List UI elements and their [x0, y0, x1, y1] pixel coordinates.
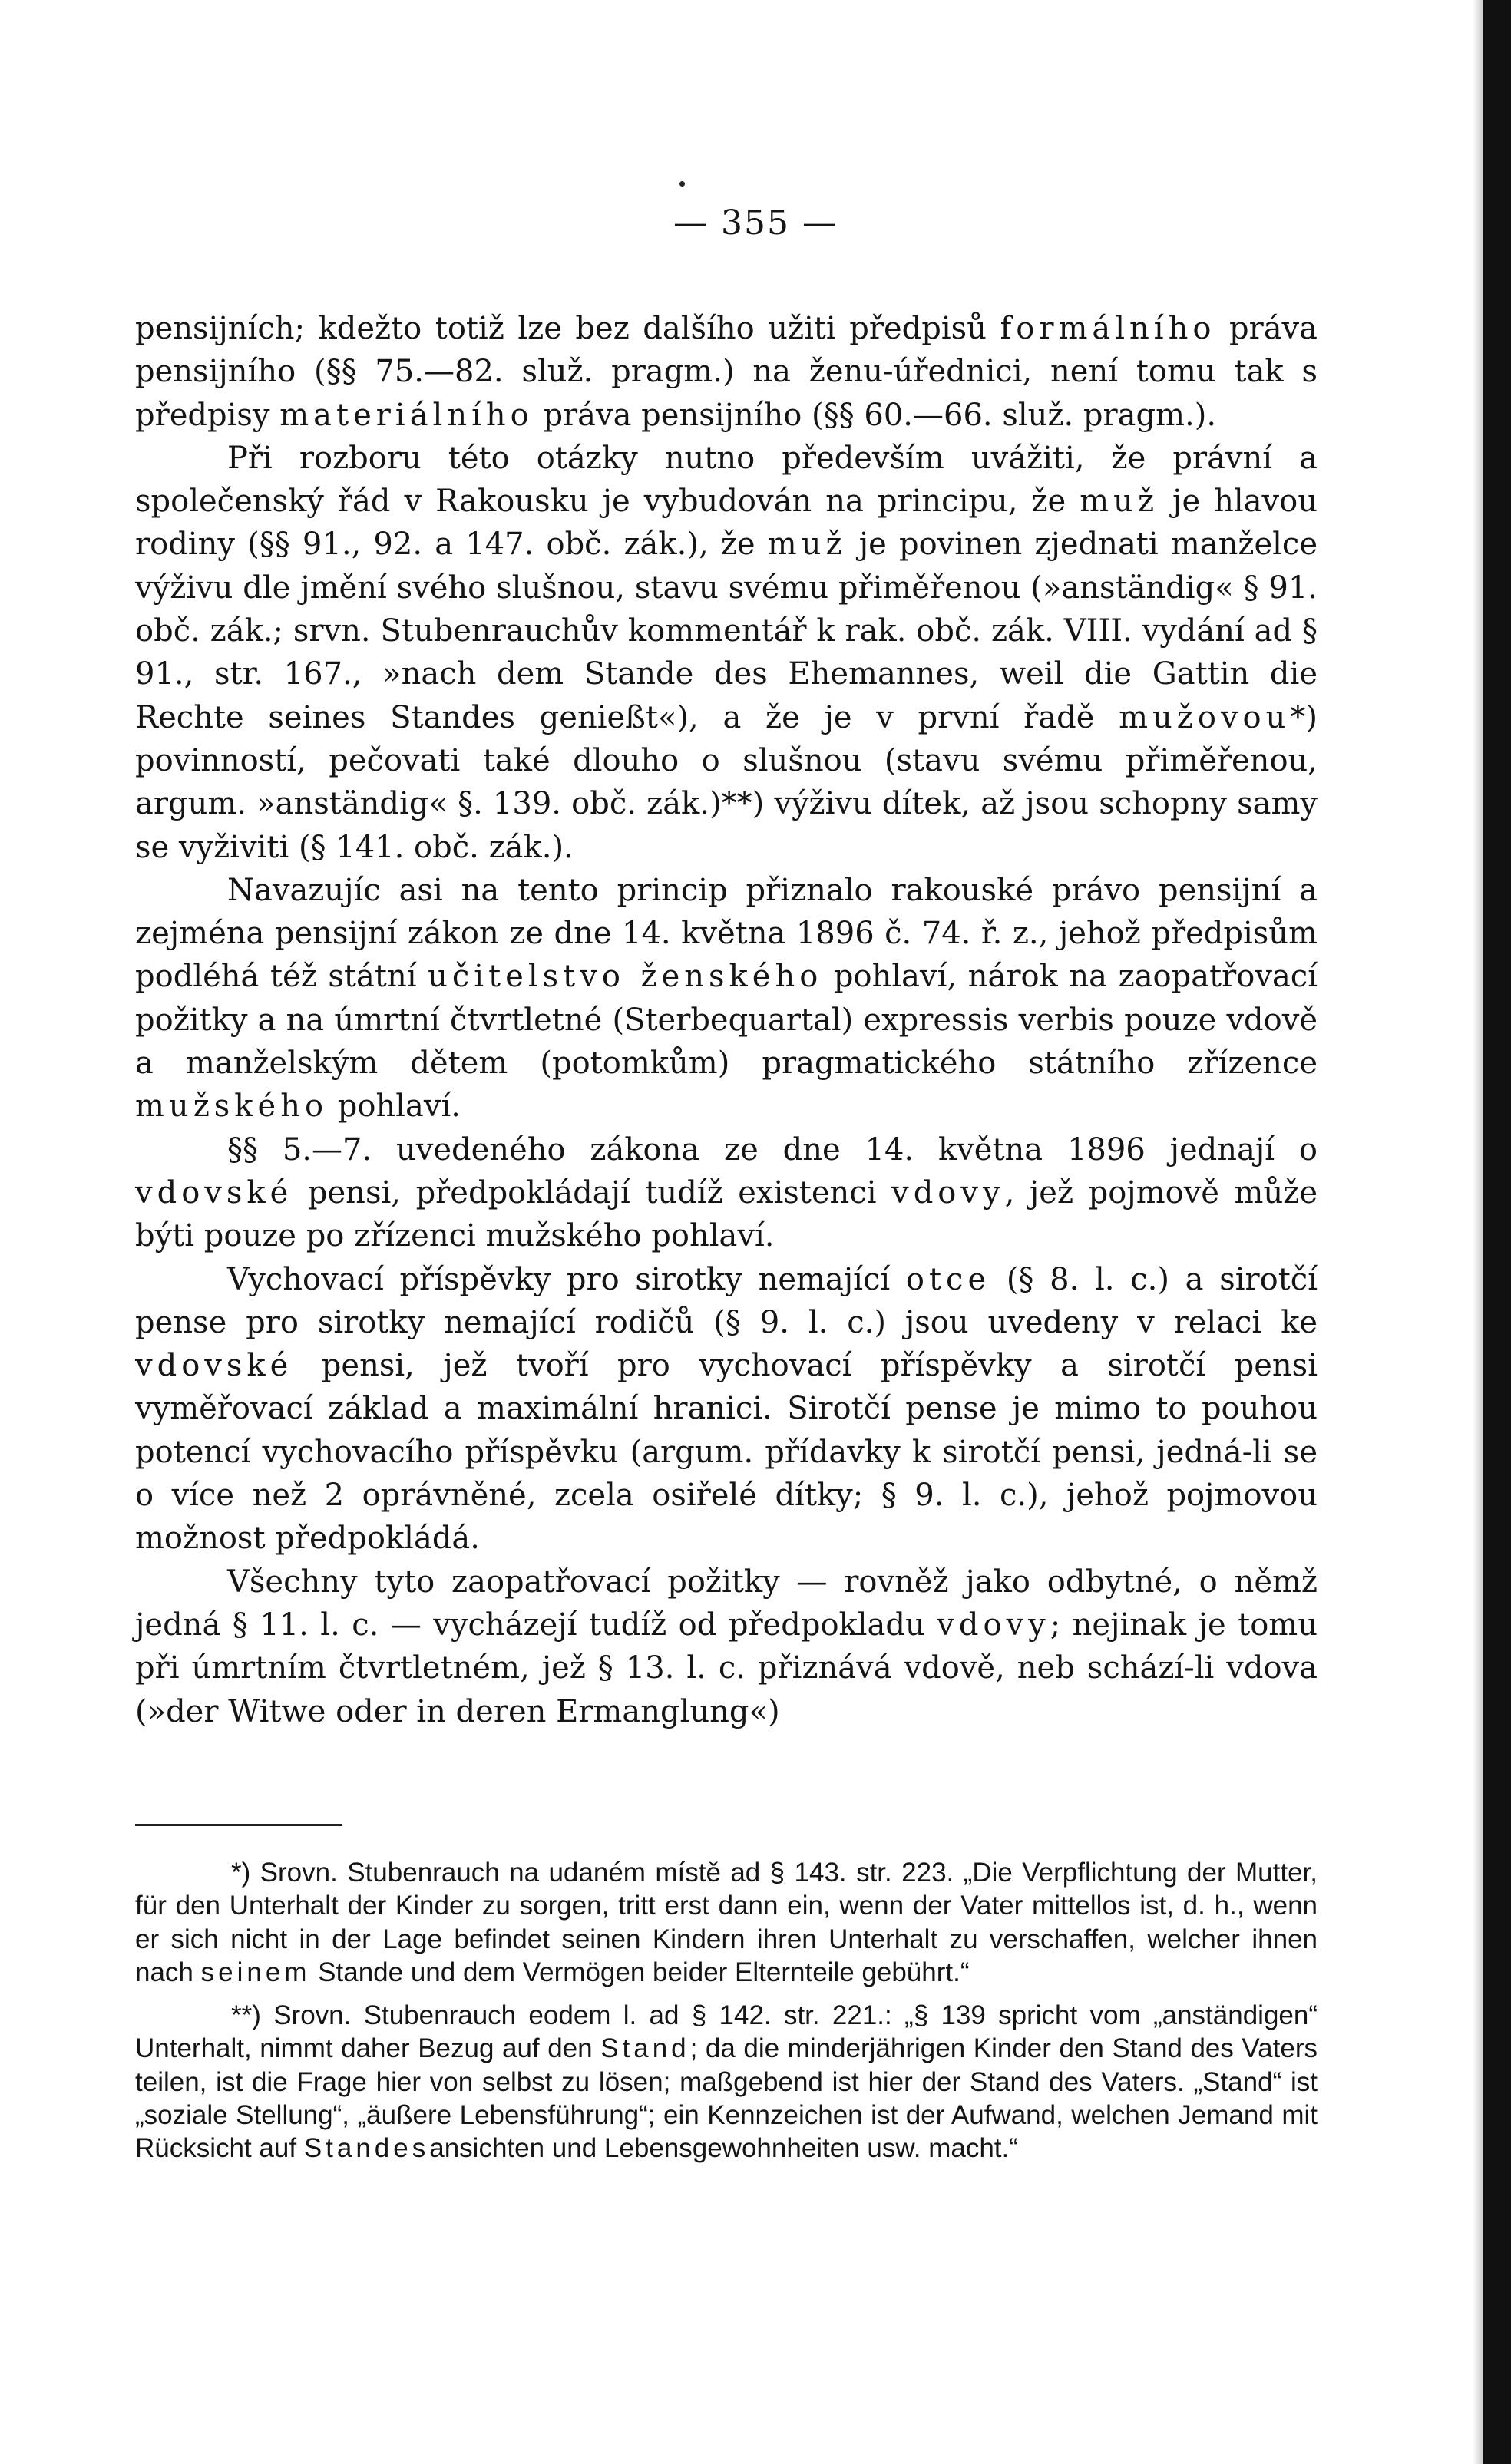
scan-edge [1483, 0, 1511, 2464]
page-edge-shadow [1473, 0, 1483, 2464]
paragraph-3 [135, 869, 1318, 1128]
spaced-text: mužského [135, 1088, 329, 1125]
print-speck [679, 181, 685, 187]
text-run: ansichten und Lebensgewohnheiten usw. macht.“ [429, 2133, 1018, 2164]
text-run: *) povinností, pečovati také dlouho o slušnou (stavu svému přiměřenou, argum. »anständig« §. 139. obč. zák.)**) výživu dítek, až jsou schopny samy se vyživiti (§ 141. obč. zák.). [135, 699, 1318, 865]
text-run: práva pensijního (§§ 60.—66. služ. pragm.). [533, 397, 1217, 433]
spaced-text: učitelstvo ženského [428, 959, 823, 995]
text-run: pohlaví. [328, 1088, 461, 1125]
text-run: práva pensijního (§§ 75.—82. služ. pragm.) na ženu-úřednici, není tomu tak s předpisy [135, 311, 1318, 433]
spaced-text: vdovské [135, 1174, 293, 1211]
page-number: — 355 — [673, 203, 838, 243]
spaced-text: otce [905, 1261, 991, 1297]
text-run: ; da die minderjährigen Kinder den Stand des Vaters teilen, ist die Frage hier von selbst zu lösen; maßgebend ist hier der Stand des Vaters. „Stand“ ist „soziale Stellung“, „äußere Lebensführung“; ein Kennzeichen ist der Aufwand, welchen Jemand mit Rücksicht auf [135, 2033, 1318, 2164]
spaced-text: mužovou [1119, 699, 1291, 735]
text-run: Všechny tyto zaopatřovací požitky — rovněž jako odbytné, o němž jedná § 11. l. c. — vycházejí tudíž od předpokladu [135, 1564, 1318, 1643]
paragraph-1 [135, 307, 1318, 437]
main-text [135, 307, 1318, 1733]
paragraph-6 [135, 1561, 1318, 1733]
paragraph-5 [135, 1258, 1318, 1561]
text-run: Vychovací příspěvky pro sirotky nemající [227, 1261, 906, 1297]
paragraph-4 [135, 1128, 1318, 1258]
spaced-text: muž [767, 527, 847, 563]
text-run: je hlavou rodiny (§§ 91., 92. a 147. obč. zák.), že [135, 484, 1318, 563]
spaced-text: seinem [200, 1957, 311, 1987]
spaced-text: muž [1080, 484, 1159, 520]
footnote-1 [135, 1856, 1318, 1989]
footnotes [135, 1856, 1318, 2175]
text-run: (§ 8. l. c.) a sirotčí pense pro sirotky nemající rodičů (§ 9. l. c.) jsou uvedeny v relaci ke [135, 1261, 1318, 1340]
text-run: Navazujíc asi na tento princip přiznalo rakouské právo pensijní a zejména pensijní zákon ze dne 14. května 1896 č. 74. ř. z., jehož předpisům podléhá též státní [135, 872, 1318, 995]
text-run: ; nejinak je tomu při úmrtním čtvrtletném, jež § 13. l. c. přiznává vdově, neb schází-li vdova (»der Witwe oder in deren Ermanglung«) [135, 1607, 1318, 1729]
text-run: pensijních; kdežto totiž lze bez dalšího užiti předpisů [135, 311, 1000, 346]
spaced-text: formálního [1000, 311, 1216, 346]
footnote-2 [135, 1999, 1318, 2165]
text-run: Při rozboru této otázky nutno především uvážiti, že právní a společenský řád v Rakousku je vybudován na principu, že [135, 440, 1318, 520]
spaced-text: Standes [303, 2133, 430, 2164]
footnote-divider [135, 1824, 342, 1826]
spaced-text: materiálního [279, 397, 534, 433]
text-run: , jež pojmově může býti pouze po zřízenci mužského pohlaví. [135, 1174, 1318, 1254]
paragraph-2 [135, 437, 1318, 869]
spaced-text: vdovy [937, 1607, 1050, 1643]
spaced-text: vdovské [135, 1348, 293, 1384]
text-run: **) Srovn. Stubenrauch eodem l. ad § 142. str. 221.: „§ 139 spricht vom „anständigen“ Unterhalt, nimmt daher Bezug auf den [135, 2000, 1318, 2064]
text-run: §§ 5.—7. uvedeného zákona ze dne 14. května 1896 jednají o [227, 1131, 1318, 1168]
text-run: pohlaví, nárok na zaopatřovací požitky a na úmrtní čtvrtletné (Sterbequartal) expressis verbis pouze vdově a manželským dětem (potomkům) pragmatického státního zřízence [135, 959, 1318, 1082]
text-run: Stande und dem Vermögen beider Elternteile gebührt.“ [310, 1957, 970, 1987]
text-run: je povinen zjednati manželce výživu dle jmění svého slušnou, stavu svému přiměřenou (»anständig« § 91. obč. zák.; srvn. Stubenrauchův kommentář k rak. obč. zák. VIII. vydání ad § 91., str. 167., »nach dem Stande des Ehemannes, weil die Gattin die Rechte seines Standes genießt«), a že je v první řadě [135, 527, 1318, 735]
spaced-text: vdovy [891, 1174, 1005, 1211]
text-run: pensi, jež tvoří pro vychovací příspěvky a sirotčí pensi vyměřovací základ a maximální hranici. Sirotčí pense je mimo to pouhou potencí vychovacího příspěvku (argum. přídavky k sirotčí pensi, jedná-li se o více než 2 oprávněné, zcela osiřelé dítky; § 9. l. c.), jehož pojmovou možnost předpokládá. [135, 1348, 1318, 1557]
text-run: *) Srovn. Stubenrauch na udaném místě ad § 143. str. 223. „Die Verpflichtung der Mutter, für den Unterhalt der Kinder zu sorgen, tritt erst dann ein, wenn der Vater mittellos ist, d. h., wenn er sich nicht in der Lage befindet seinen Kindern ihren Unterhalt zu verschaffen, welcher ihnen nach [135, 1858, 1318, 1987]
spaced-text: Stand [600, 2033, 690, 2064]
text-run: pensi, předpokládají tudíž existenci [293, 1174, 892, 1211]
